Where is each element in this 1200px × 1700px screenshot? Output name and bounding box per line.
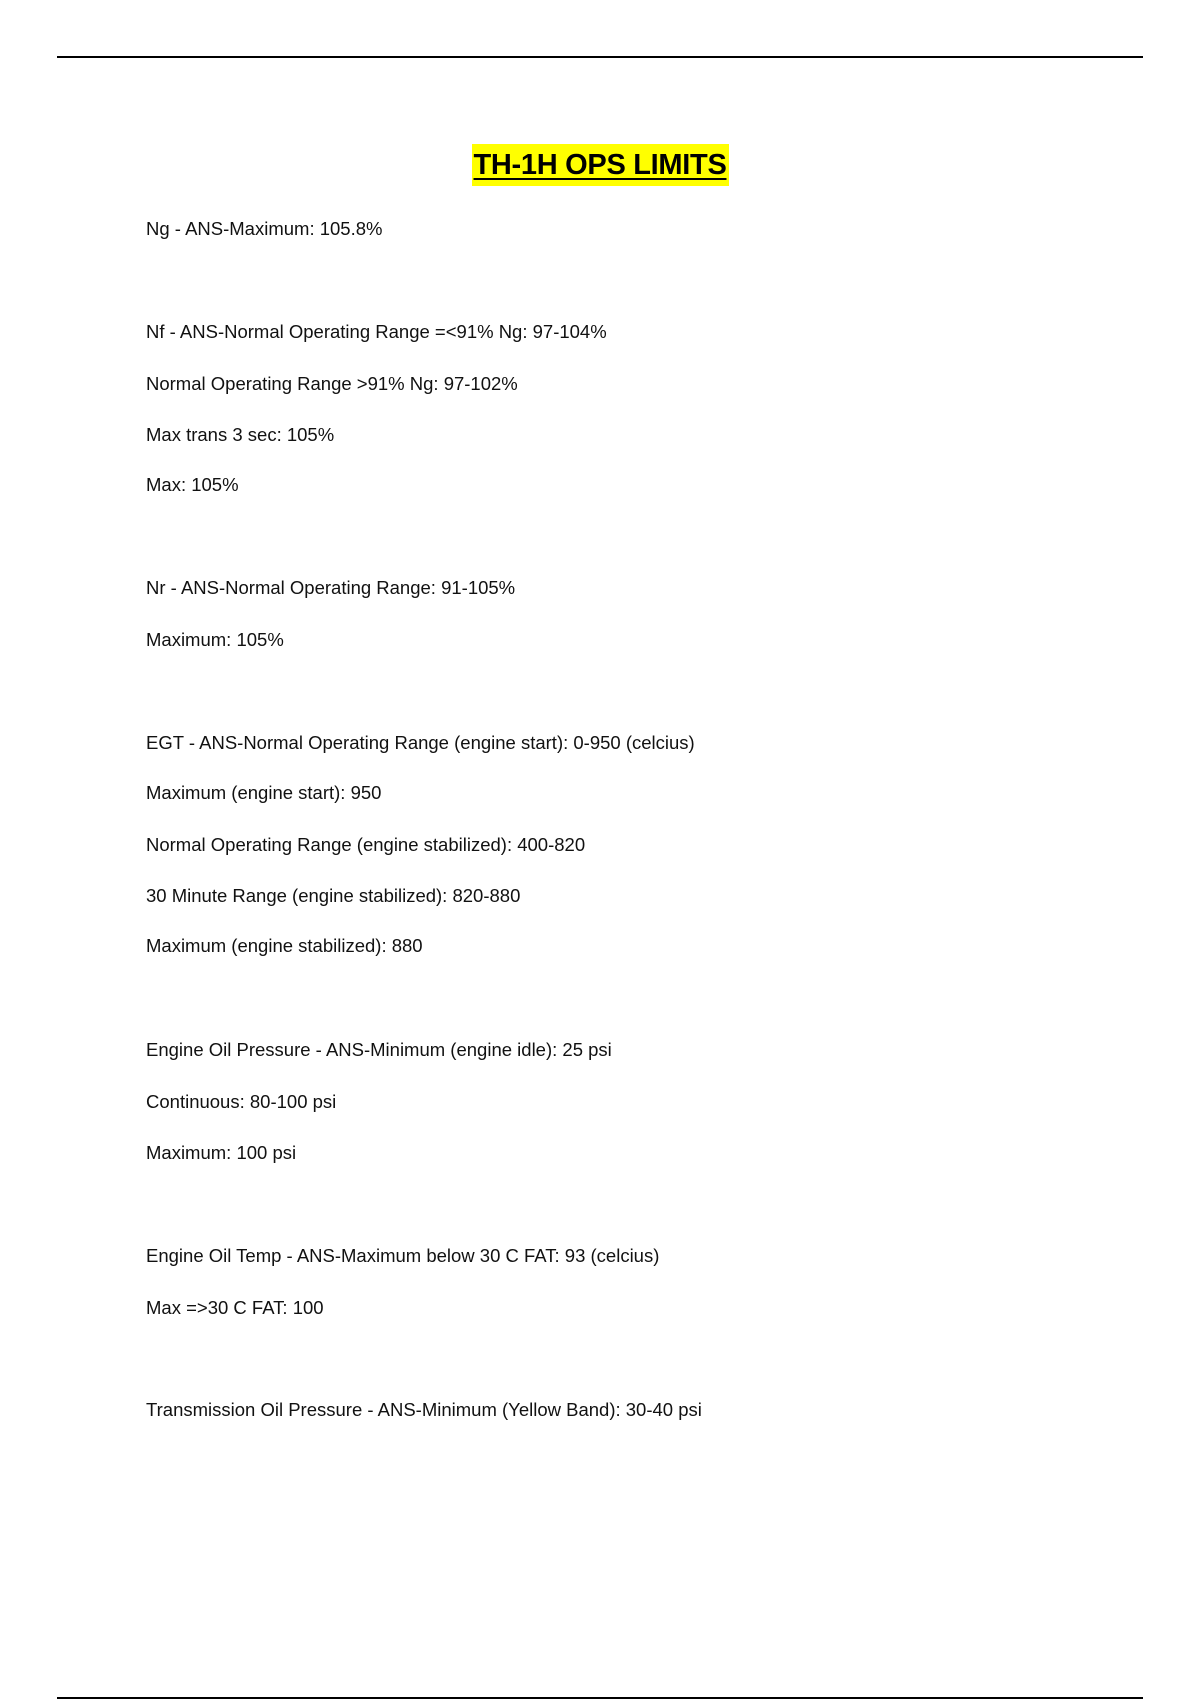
limit-line-nr-normal-range: Nr - ANS-Normal Operating Range: 91-105% — [146, 577, 516, 598]
limit-line-transmission-oil-pressure: Transmission Oil Pressure - ANS-Minimum (Yellow Band): 30-40 psi — [146, 1399, 702, 1420]
title-container — [0, 144, 1200, 186]
header-rule — [57, 56, 1143, 58]
limit-line-nr-maximum: Maximum: 105% — [146, 629, 284, 650]
limit-line-egt-30min-range: 30 Minute Range (engine stabilized): 820-880 — [146, 885, 521, 906]
limit-line-egt-start-range: EGT - ANS-Normal Operating Range (engine start): 0-950 (celcius) — [146, 732, 695, 753]
limit-line-oil-pressure-max: Maximum: 100 psi — [146, 1142, 297, 1163]
limit-line-oil-pressure-continuous: Continuous: 80-100 psi — [146, 1091, 337, 1112]
document-title: TH-1H OPS LIMITS — [472, 144, 729, 186]
limit-line-nf-normal-range-low: Nf - ANS-Normal Operating Range =<91% Ng: 97-104% — [146, 321, 607, 342]
limit-line-oil-pressure-min: Engine Oil Pressure - ANS-Minimum (engine idle): 25 psi — [146, 1039, 612, 1060]
limit-line-egt-stabilized-max: Maximum (engine stabilized): 880 — [146, 935, 423, 956]
limit-line-oil-temp-max-above-30: Max =>30 C FAT: 100 — [146, 1297, 324, 1318]
limit-line-egt-stabilized-range: Normal Operating Range (engine stabilized): 400-820 — [146, 834, 586, 855]
limit-line-egt-start-max: Maximum (engine start): 950 — [146, 782, 382, 803]
footer-rule — [57, 1697, 1143, 1699]
limit-line-nf-max-trans: Max trans 3 sec: 105% — [146, 424, 335, 445]
limit-line-ng-maximum: Ng - ANS-Maximum: 105.8% — [146, 218, 383, 239]
limit-line-nf-max: Max: 105% — [146, 474, 239, 495]
limit-line-nf-normal-range-high: Normal Operating Range >91% Ng: 97-102% — [146, 373, 518, 394]
limit-line-oil-temp-max-below-30: Engine Oil Temp - ANS-Maximum below 30 C FAT: 93 (celcius) — [146, 1245, 660, 1266]
